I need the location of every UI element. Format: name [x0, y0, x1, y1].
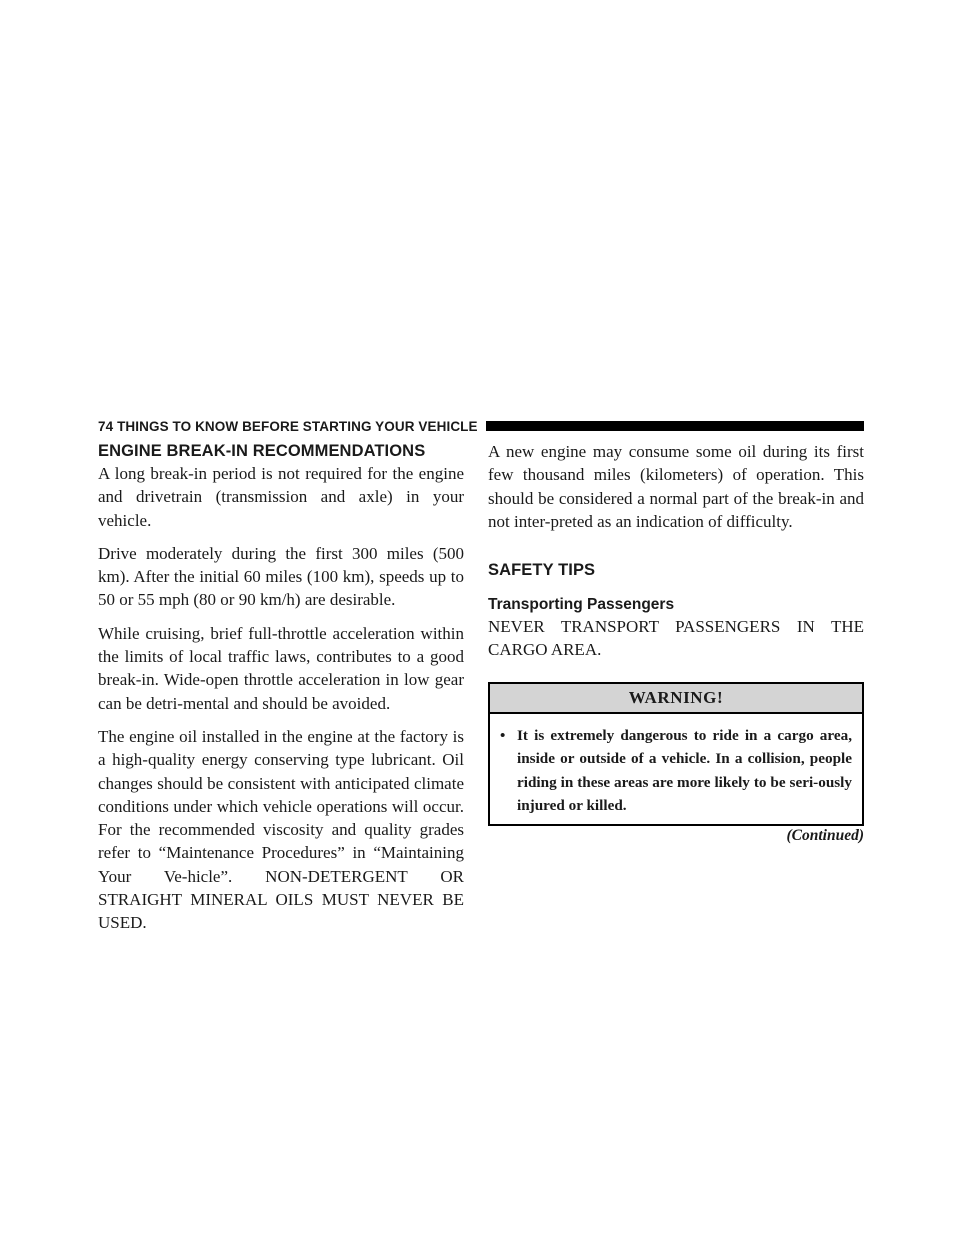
warning-item [500, 724, 852, 818]
running-head-rule [486, 421, 864, 431]
right-column [488, 440, 864, 846]
warning-title: WARNING! [490, 684, 862, 714]
section-heading-safety-tips: SAFETY TIPS [488, 561, 596, 580]
subheading-transporting-passengers: Transporting Passengers [488, 596, 675, 614]
paragraph: The engine oil installed in the engine at the factory is a high-quality energy conserving type lubricant. Oil changes should be consistent with anticipated climate conditions under which vehicle operations will occur. For the recommended viscosity and quality grades refer to “Maintenance Procedures” in “Maintaining Your Ve-hicle”. NON-DETERGENT OR STRAIGHT MINERAL OILS MUST NEVER BE USED. [98, 726, 464, 933]
paragraph: While cruising, brief full-throttle acceleration within the limits of local traffic laws, contributes to a good break-in. Wide-open throttle acceleration in low gear can be detri-mental and should be avoided. [98, 623, 464, 713]
warning-body [490, 714, 862, 824]
running-head-text: 74 THINGS TO KNOW BEFORE STARTING YOUR VEHICLE [98, 418, 478, 434]
section-heading-engine-break-in: ENGINE BREAK-IN RECOMMENDATIONS [98, 442, 426, 460]
paragraph: A new engine may consume some oil during its first few thousand miles (kilometers) of operation. This should be considered a normal part of the break-in and not inter-preted as an indication of difficulty. [488, 442, 864, 531]
running-head [98, 416, 864, 436]
warning-item-text: It is extremely dangerous to ride in a cargo area, inside or outside of a vehicle. In a collision, people riding in these areas are more likely to be seri-ously injured or killed. [517, 726, 852, 815]
paragraph: A long break-in period is not required for the engine and drivetrain (transmission and axle) in your vehicle. [98, 464, 464, 530]
paragraph: Drive moderately during the first 300 miles (500 km). After the initial 60 miles (100 km), speeds up to 50 or 55 mph (80 or 90 km/h) are desirable. [98, 543, 464, 610]
paragraph: NEVER TRANSPORT PASSENGERS IN THE CARGO AREA. [488, 617, 864, 660]
bullet-icon: • [500, 726, 506, 744]
continued-label: (Continued) [786, 826, 864, 844]
left-column [98, 440, 464, 945]
warning-box [488, 682, 864, 826]
